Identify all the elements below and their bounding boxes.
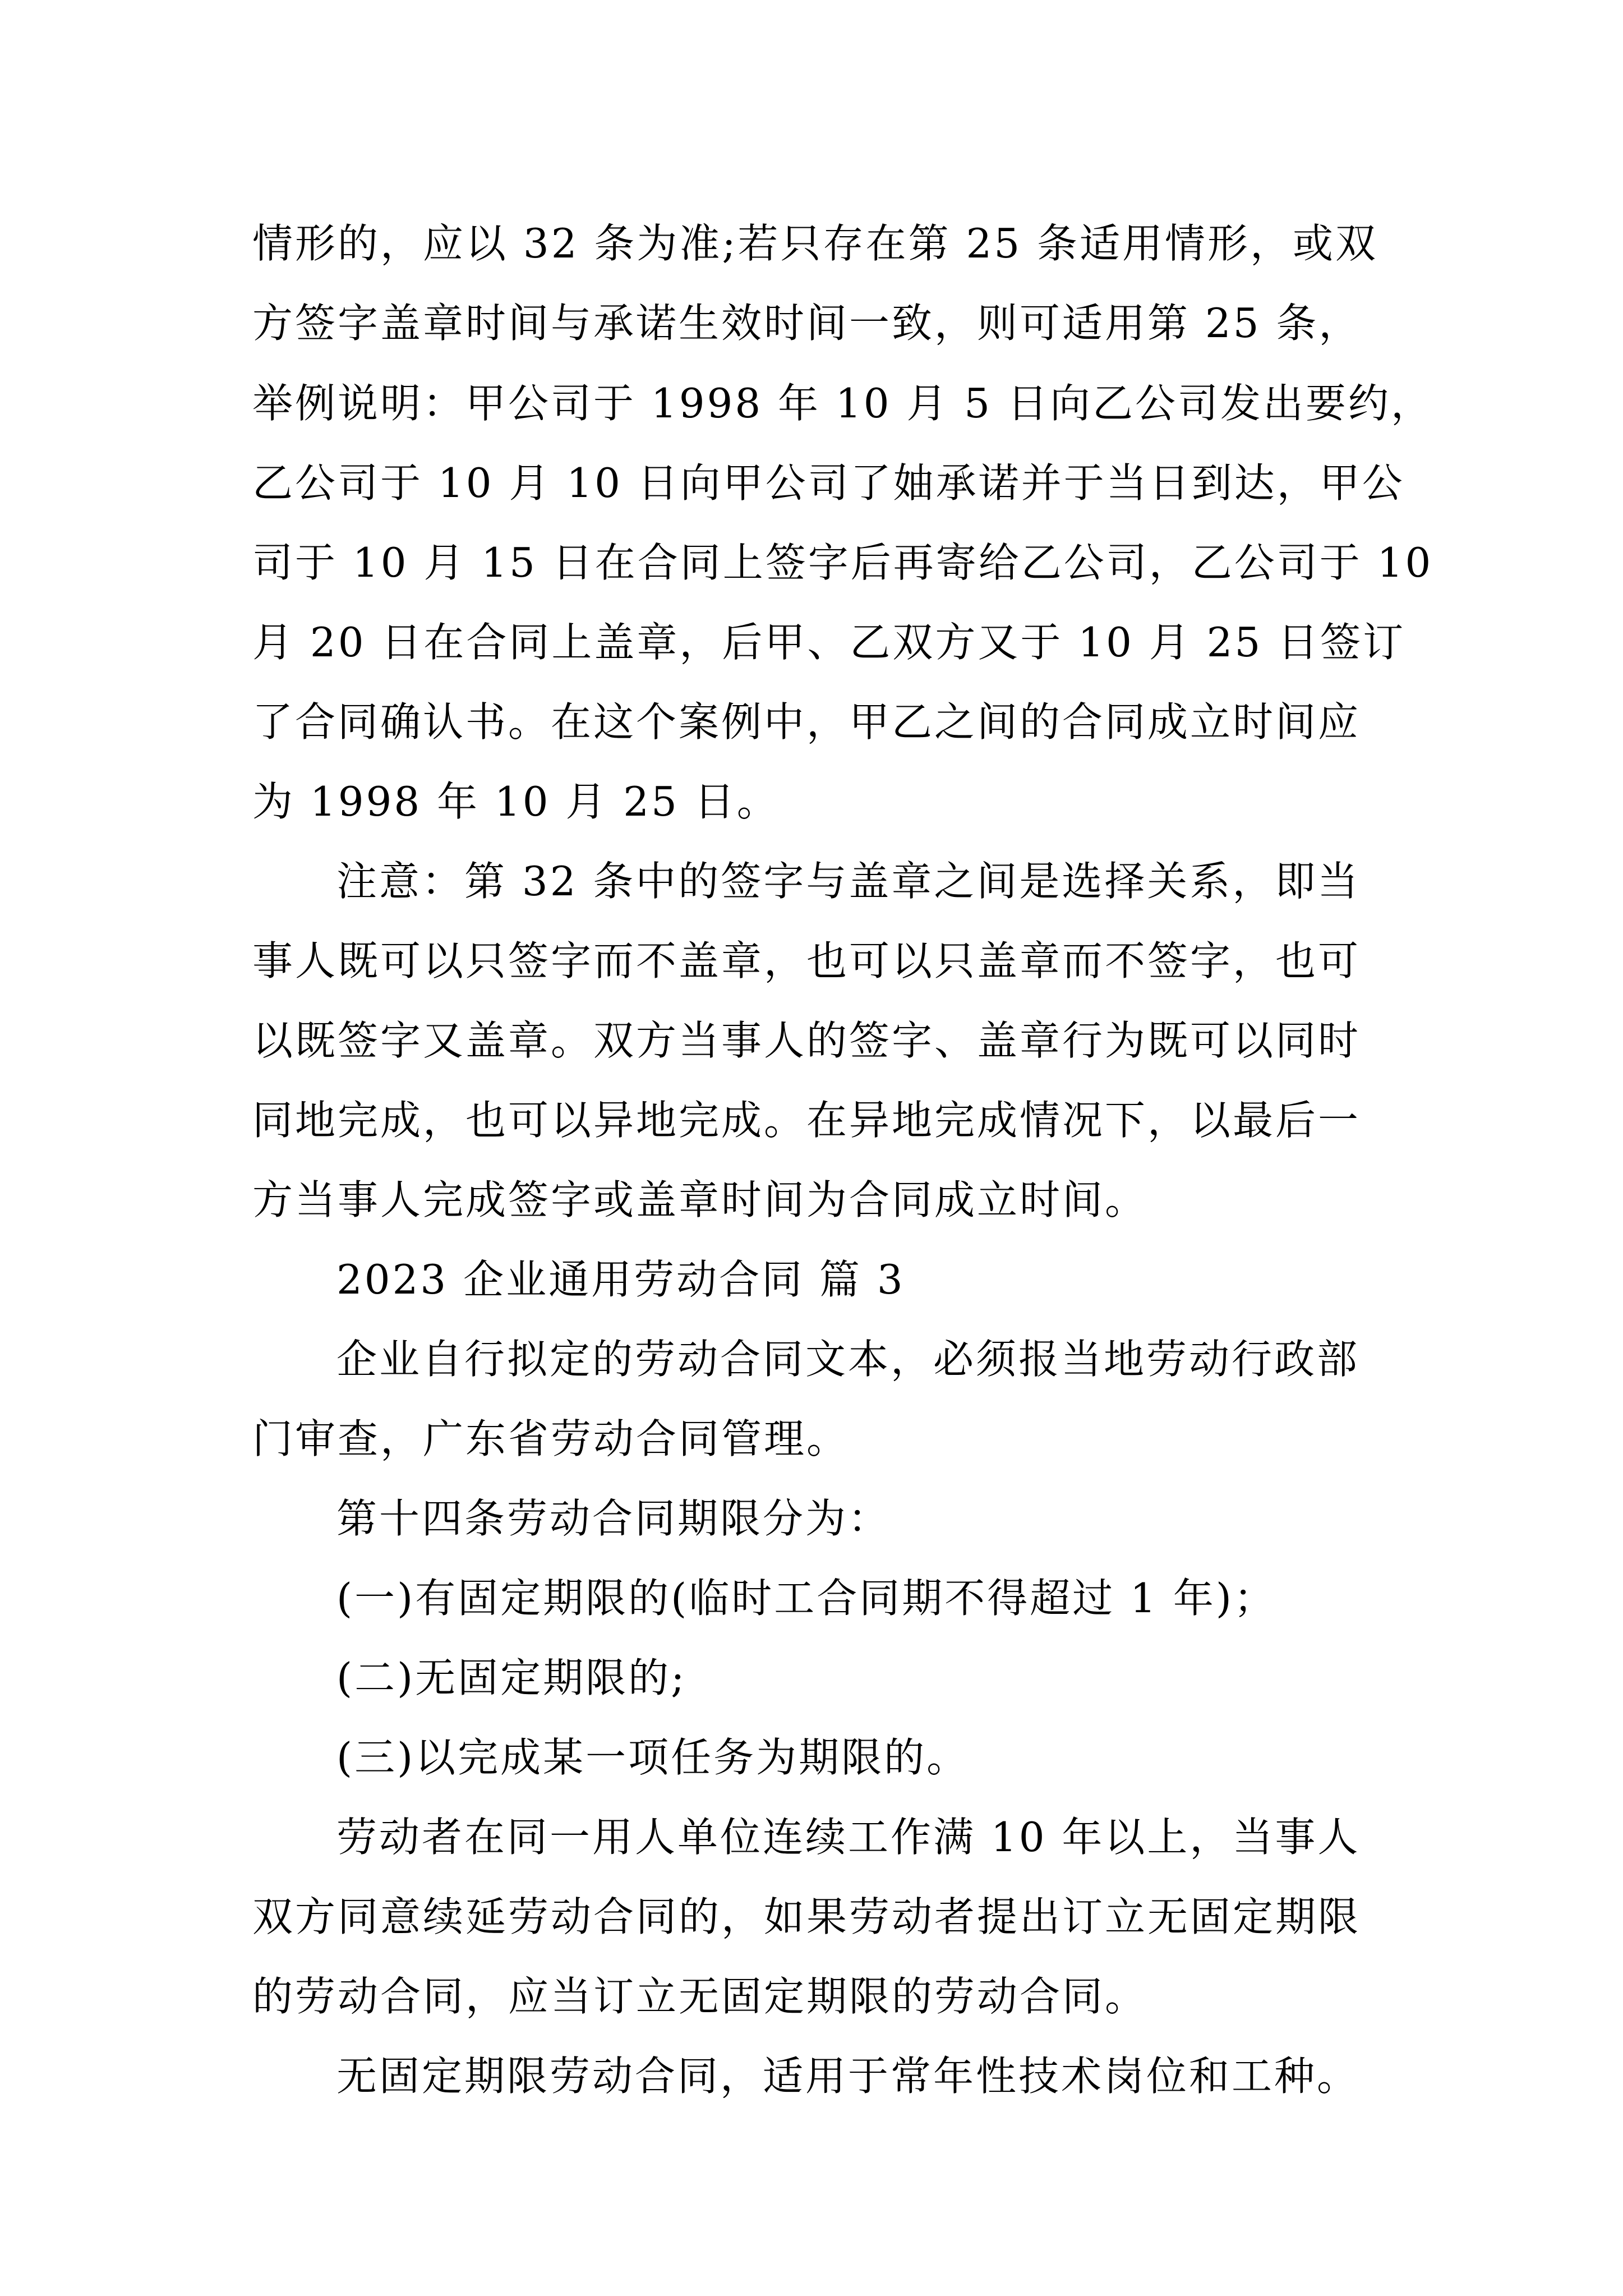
text-line: 方当事人完成签字或盖章时间为合同成立时间。 <box>252 1176 1148 1223</box>
text-line: 方签字盖章时间与承诺生效时间一致，则可适用第 25 条， <box>252 300 1362 347</box>
text-line: 乙公司于 10 月 10 日向甲公司了妯承诺并于当日到达，甲公 <box>252 459 1405 507</box>
text-line: 企业自行拟定的劳动合同文本，必须报当地劳动行政部 <box>336 1336 1360 1383</box>
text-line: 月 20 日在合同上盖章，后甲、乙双方又于 10 月 25 日签订 <box>252 619 1406 666</box>
text-line: 劳动者在同一用人单位连续工作满 10 年以上，当事人 <box>336 1814 1361 1861</box>
text-line: 举例说明：甲公司于 1998 年 10 月 5 日向乙公司发出要约， <box>252 380 1433 427</box>
text-line: 事人既可以只签字而不盖章，也可以只盖章而不签字，也可 <box>252 937 1361 984</box>
text-line: 的劳动合同，应当订立无固定期限的劳动合同。 <box>252 1973 1148 2020</box>
text-line: 第十四条劳动合同期限分为： <box>336 1495 891 1542</box>
text-line: 为 1998 年 10 月 25 日。 <box>252 778 780 825</box>
text-line: 以既签字又盖章。双方当事人的签字、盖章行为既可以同时 <box>252 1017 1361 1064</box>
text-line: 双方同意续延劳动合同的，如果劳动者提出订立无固定期限 <box>252 1893 1361 1940</box>
text-line: 无固定期限劳动合同，适用于常年性技术岗位和工种。 <box>336 2053 1360 2100</box>
section-heading: 2023 企业通用劳动合同 篇 3 <box>336 1256 905 1303</box>
text-line: 司于 10 月 15 日在合同上签字后再寄给乙公司，乙公司于 10 <box>252 539 1433 586</box>
text-line: 注意：第 32 条中的签字与盖章之间是选择关系，即当 <box>336 858 1361 905</box>
text-line: 了合同确认书。在这个案例中，甲乙之间的合同成立时间应 <box>252 698 1361 746</box>
text-line: (三)以完成某一项任务为期限的。 <box>336 1734 970 1781</box>
text-line: 门审查，广东省劳动合同管理。 <box>252 1415 850 1462</box>
text-line: (二)无固定期限的; <box>336 1654 687 1701</box>
text-line: 同地完成，也可以异地完成。在异地完成情况下，以最后一 <box>252 1097 1361 1144</box>
text-line: 情形的，应以 32 条为准;若只存在第 25 条适用情形，或双 <box>252 220 1378 267</box>
text-line: (一)有固定期限的(临时工合同期不得超过 1 年)； <box>336 1575 1276 1622</box>
